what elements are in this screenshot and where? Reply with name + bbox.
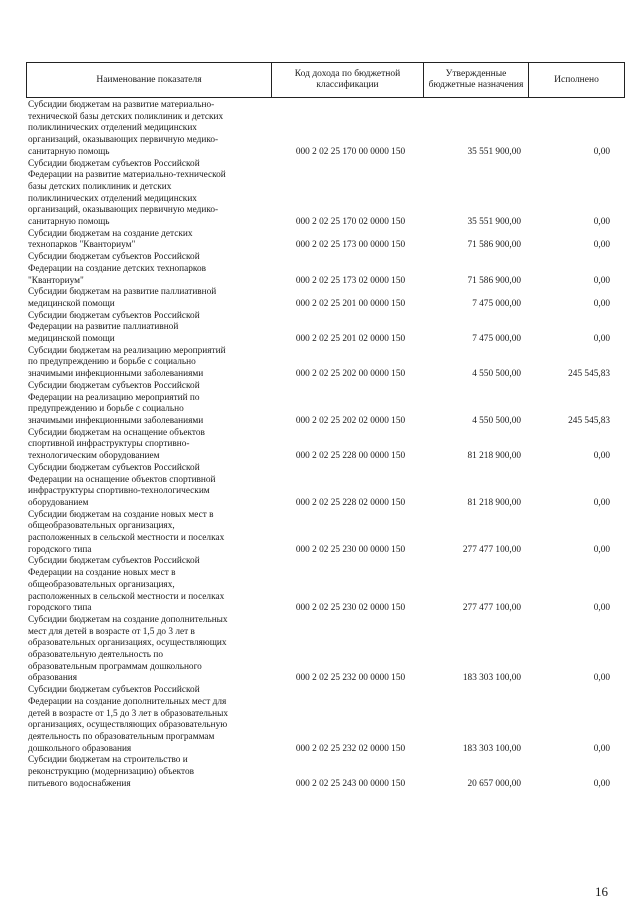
row-name: Субсидии бюджетам на создание детских технопарков "Кванториум" (28, 228, 193, 251)
row-done: 245 545,83 (568, 415, 610, 426)
row-name: Субсидии бюджетам субъектов Российской Федерации на развитие материально-технической базы детских поликлиник и детских поликлинических отделений медицинских организаций, оказывающих первичную медико- санитарную помощь (28, 158, 226, 228)
row-code: 000 2 02 25 228 02 0000 150 (295, 497, 406, 508)
table-row (26, 159, 610, 229)
row-name: Субсидии бюджетам на строительство и реконструкцию (модернизацию) объектов питьевого водоснабжения (28, 755, 195, 789)
table-body (26, 100, 610, 790)
row-code: 000 2 02 25 173 00 0000 150 (295, 240, 406, 251)
row-plan: 183 303 100,00 (462, 673, 521, 684)
row-plan: 20 657 000,00 (467, 778, 521, 789)
row-plan: 81 218 900,00 (467, 497, 521, 508)
table-row (26, 287, 610, 310)
row-done: 0,00 (593, 240, 610, 251)
row-done: 0,00 (593, 743, 610, 754)
row-code: 000 2 02 25 201 00 0000 150 (295, 298, 406, 309)
table-header (26, 62, 625, 98)
page-number: 16 (595, 884, 608, 899)
row-done: 0,00 (593, 217, 610, 228)
row-name: Субсидии бюджетам субъектов Российской Федерации на создание детских технопарков "Кванториум" (28, 252, 206, 286)
table-row (26, 755, 610, 790)
row-done: 0,00 (593, 603, 610, 614)
table-row (26, 685, 610, 755)
row-plan: 277 477 100,00 (462, 603, 521, 614)
row-plan: 183 303 100,00 (462, 743, 521, 754)
row-plan: 35 551 900,00 (467, 217, 521, 228)
row-name: Субсидии бюджетам на развитие материально- технической базы детских поликлиник и детских поликлинических отделений медицинских организаций, оказывающих первичную медико- санитарную помощь (28, 100, 224, 157)
row-code: 000 2 02 25 201 02 0000 150 (295, 334, 406, 345)
row-plan: 35 551 900,00 (467, 146, 521, 157)
row-done: 0,00 (593, 778, 610, 789)
row-done: 0,00 (593, 497, 610, 508)
table-row (26, 556, 610, 615)
row-name: Субсидии бюджетам субъектов Российской Федерации на развитие паллиативной медицинской помощи (28, 310, 200, 345)
row-done: 0,00 (593, 544, 610, 555)
row-plan: 4 550 500,00 (472, 369, 521, 380)
header-plan: Утвержденные бюджетные назначения (424, 63, 529, 98)
row-done: 0,00 (593, 298, 610, 309)
row-done: 245 545,83 (568, 369, 610, 380)
row-plan: 277 477 100,00 (462, 544, 521, 555)
row-code: 000 2 02 25 230 02 0000 150 (295, 603, 406, 614)
row-code: 000 2 02 25 170 00 0000 150 (295, 146, 406, 157)
row-name: Субсидии бюджетам субъектов Российской Федерации на создание новых мест в общеобразовательных организациях, расположенных в сельской местности и поселках городского типа (28, 556, 225, 614)
row-plan: 71 586 900,00 (467, 240, 521, 251)
table-row (26, 463, 610, 510)
table-row (26, 428, 610, 463)
row-done: 0,00 (593, 334, 610, 345)
row-code: 000 2 02 25 232 00 0000 150 (295, 673, 406, 684)
row-name: Субсидии бюджетам на создание новых мест в общеобразовательных организациях, расположенных в сельской местности и поселках городского типа (28, 509, 225, 555)
row-code: 000 2 02 25 243 00 0000 150 (295, 778, 406, 789)
row-name: Субсидии бюджетам на развитие паллиативной медицинской помощи (28, 287, 217, 309)
row-done: 0,00 (593, 275, 610, 286)
table-row (26, 615, 610, 685)
row-code: 000 2 02 25 202 02 0000 150 (295, 415, 406, 426)
table-row (26, 252, 610, 287)
row-plan: 71 586 900,00 (467, 275, 521, 286)
row-name: Субсидии бюджетам на оснащение объектов спортивной инфраструктуры спортивно- технологическим оборудованием (28, 427, 205, 462)
row-name: Субсидии бюджетам субъектов Российской Федерации на реализацию мероприятий по предупреждению и борьбе с социально значимыми инфекционными заболеваниями (28, 380, 204, 426)
table-row (26, 311, 610, 346)
row-plan: 7 475 000,00 (472, 298, 521, 309)
row-code: 000 2 02 25 230 00 0000 150 (295, 544, 406, 555)
row-code: 000 2 02 25 173 02 0000 150 (295, 275, 406, 286)
row-code: 000 2 02 25 228 00 0000 150 (295, 451, 406, 462)
table-row (26, 381, 610, 428)
row-name: Субсидии бюджетам субъектов Российской Федерации на создание дополнительных мест для детей в возрасте от 1,5 до 3 лет в образовательных организациях, осуществляющих образовательную деятельность по образовательным программам дошкольного образования (28, 685, 229, 754)
row-code: 000 2 02 25 202 00 0000 150 (295, 369, 406, 380)
row-plan: 81 218 900,00 (467, 451, 521, 462)
header-name: Наименование показателя (27, 63, 272, 98)
header-code: Код дохода по бюджетной классификации (272, 63, 424, 98)
row-done: 0,00 (593, 673, 610, 684)
row-code: 000 2 02 25 170 02 0000 150 (295, 217, 406, 228)
row-plan: 4 550 500,00 (472, 415, 521, 426)
row-code: 000 2 02 25 232 02 0000 150 (295, 743, 406, 754)
row-name: Субсидии бюджетам на создание дополнительных мест для детей в возрасте от 1,5 до 3 лет в образовательных организациях, осуществляющих образовательную деятельность по образовательным программам дошкольного образования (28, 614, 228, 684)
row-name: Субсидии бюджетам субъектов Российской Федерации на оснащение объектов спортивной инфраструктуры спортивно-технологическим оборудованием (28, 462, 216, 508)
table-row (26, 100, 610, 159)
table-row (26, 510, 610, 557)
row-done: 0,00 (593, 451, 610, 462)
row-plan: 7 475 000,00 (472, 334, 521, 345)
row-done: 0,00 (593, 146, 610, 157)
table-row (26, 229, 610, 252)
row-name: Субсидии бюджетам на реализацию мероприятий по предупреждению и борьбе с социально значимыми инфекционными заболеваниями (28, 345, 226, 380)
table-row (26, 346, 610, 381)
header-done: Исполнено (529, 63, 625, 98)
